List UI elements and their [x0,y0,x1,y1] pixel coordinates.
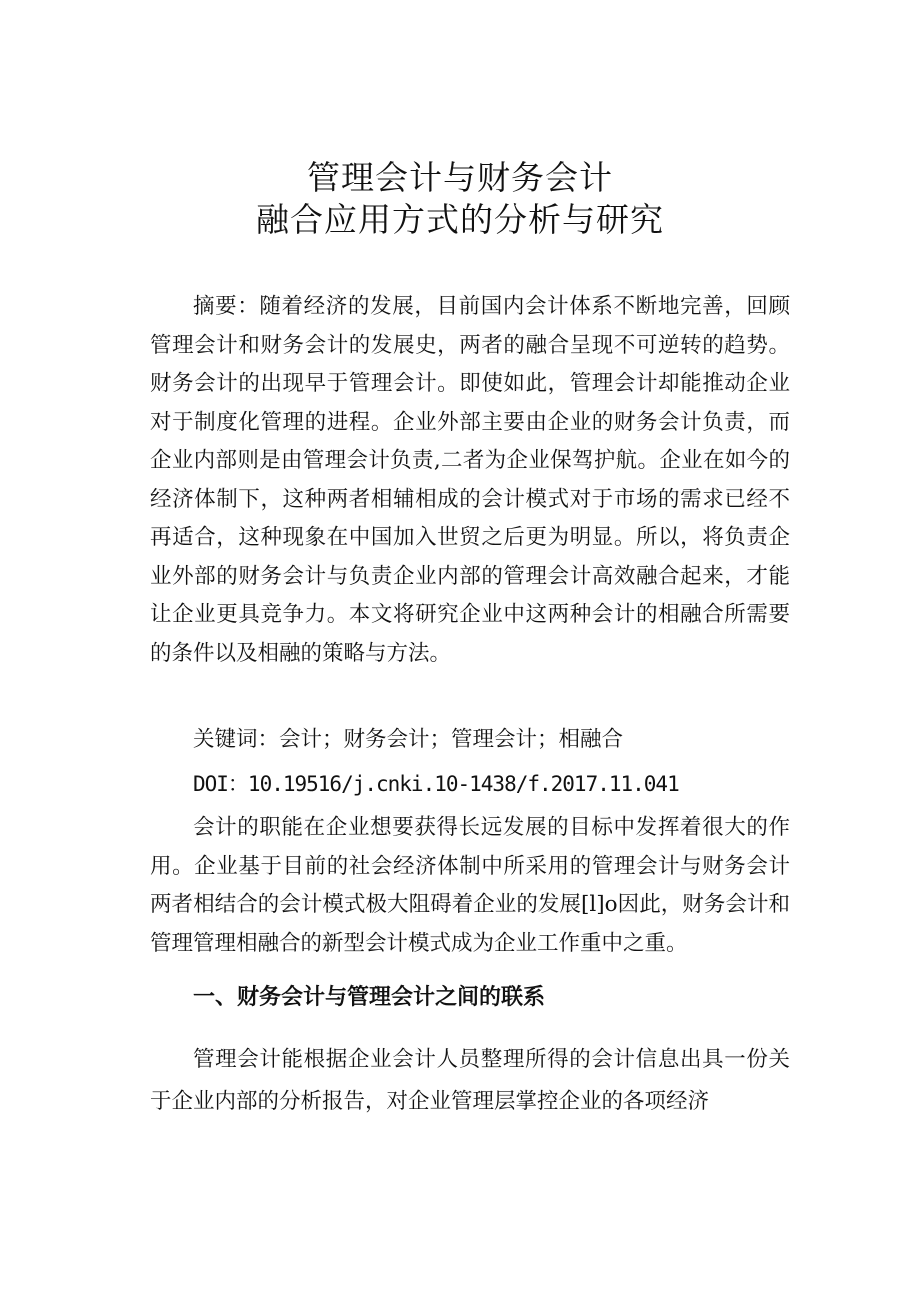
abstract-paragraph: 摘要：随着经济的发展，目前国内会计体系不断地完善，回顾管理会计和财务会计的发展史，两者的融合呈现不可逆转的趋势。财务会计的出现早于管理会计。即使如此，管理会计却能推动企业对于制度化管理的进程。企业外部主要由企业的财务会计负责，而企业内部则是由管理会计负责,二者为企业保驾护航。企业在如今的经济体制下，这种两者相辅相成的会计模式对于市场的需求已经不再适合，这种现象在中国加入世贸之后更为明显。所以，将负责企业外部的财务会计与负责企业内部的管理会计高效融合起来，才能让企业更具竞争力。本文将研究企业中这两种会计的相融合所需要的条件以及相融的策略与方法。 [150,294,790,666]
keywords-line: 关键词：会计；财务会计；管理会计；相融合 [193,727,624,752]
title-line-1: 管理会计与财务会计 [307,158,613,197]
intro-paragraph: 会计的职能在企业想要获得长远发展的目标中发挥着很大的作用。企业基于目前的社会经济体制中所采用的管理会计与财务会计两者相结合的会计模式极大阻碍着企业的发展[l]o因此，财务会计和管理管理相融合的新型会计模式成为企业工作重中之重。 [150,815,790,956]
section-heading-1: 一、财务会计与管理会计之间的联系 [193,985,546,1010]
section-1-paragraph: 管理会计能根据企业会计人员整理所得的会计信息出具一份关于企业内部的分析报告，对企业管理层掌控企业的各项经济 [150,1047,790,1114]
title-line-2: 融合应用方式的分析与研究 [256,200,664,239]
doi-line: DOI：10.19516/j.cnki.10-1438/f.2017.11.041 [193,772,679,796]
